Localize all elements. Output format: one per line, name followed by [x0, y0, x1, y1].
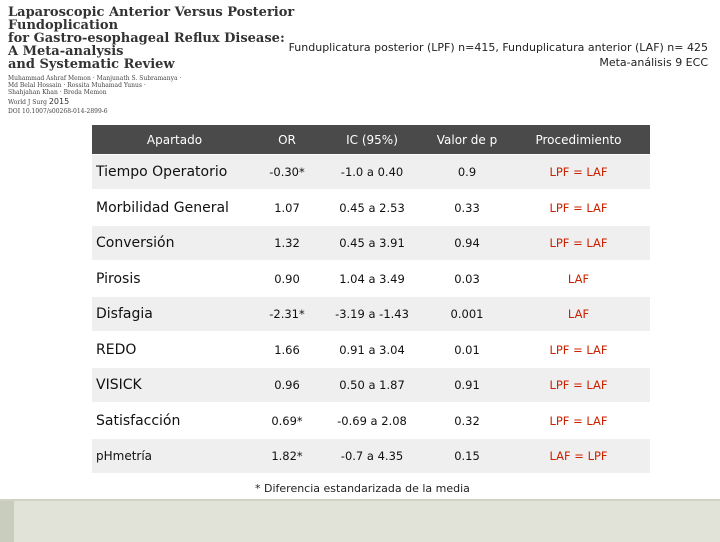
row-ic: 0.45 a 3.91	[339, 236, 405, 250]
paper-authors: Muhammad Ashraf Memon · Manjunath S. Subramanya · Md Belal Hossain · Rossita Muhamad Yunus · Shahjahan Khan · Breda Memon	[8, 75, 182, 96]
table-row	[92, 404, 650, 438]
study-summary-line-2: Meta-análisis 9 ECC	[599, 56, 708, 69]
table-row	[92, 191, 650, 225]
row-p: 0.33	[454, 201, 480, 215]
row-or: 1.07	[274, 201, 300, 215]
row-ic: -1.0 a 0.40	[340, 165, 404, 179]
table-row	[92, 155, 650, 189]
row-procedure: LAF	[567, 272, 590, 286]
header-ic: IC (95%)	[346, 132, 398, 147]
row-or: 1.32	[274, 236, 300, 250]
header-or: OR	[278, 132, 296, 147]
row-procedure: LPF = LAF	[549, 414, 608, 428]
table-row	[92, 439, 650, 473]
paper-year: 2015	[48, 97, 70, 106]
row-procedure: LAF = LPF	[549, 449, 608, 463]
row-ic: -3.19 a -1.43	[335, 307, 409, 321]
row-ic: 1.04 a 3.49	[339, 272, 405, 286]
row-ic: -0.69 a 2.08	[337, 414, 407, 428]
table-row	[92, 333, 650, 367]
row-p: 0.01	[454, 343, 480, 357]
row-label: Disfagia	[96, 306, 153, 322]
row-label: pHmetría	[96, 449, 153, 463]
row-ic: 0.91 a 3.04	[339, 343, 405, 357]
paper-journal-line	[8, 98, 298, 106]
row-label: Satisfacción	[96, 413, 181, 429]
table-row	[92, 297, 650, 331]
row-p: 0.94	[454, 236, 480, 250]
table-footnote: * Diferencia estandarizada de la media	[255, 482, 470, 495]
table-row	[92, 262, 650, 296]
row-p: 0.03	[454, 272, 480, 286]
row-or: 0.69*	[271, 414, 303, 428]
row-label: Morbilidad General	[96, 200, 229, 216]
paper-citation-header	[8, 6, 298, 115]
table-row	[92, 368, 650, 402]
slide-footer-bar	[0, 499, 720, 542]
row-label: REDO	[96, 342, 137, 358]
row-p: 0.15	[454, 449, 480, 463]
row-or: 1.66	[274, 343, 300, 357]
row-p: 0.91	[454, 378, 480, 392]
study-summary	[268, 40, 708, 70]
row-label: Conversión	[96, 235, 175, 251]
header-apartado: Apartado	[146, 132, 203, 147]
row-or: -2.31*	[269, 307, 305, 321]
slide-footer-tab	[0, 501, 14, 542]
header-p-value: Valor de p	[436, 132, 498, 147]
header-procedimiento: Procedimiento	[535, 132, 622, 147]
row-procedure: LPF = LAF	[549, 378, 608, 392]
row-p: 0.9	[457, 165, 477, 179]
row-procedure: LPF = LAF	[549, 343, 608, 357]
row-ic: -0.7 a 4.35	[340, 449, 404, 463]
row-label: VISICK	[96, 377, 142, 393]
row-label: Pirosis	[96, 271, 141, 287]
paper-title: Laparoscopic Anterior Versus Posterior Fundoplication for Gastro-esophageal Reflux Disease: A Meta-analysis and Systematic Review	[8, 5, 295, 72]
row-p: 0.001	[450, 307, 484, 321]
row-or: 1.82*	[271, 449, 303, 463]
row-procedure: LPF = LAF	[549, 201, 608, 215]
table-header-row	[92, 125, 650, 154]
row-or: -0.30*	[269, 165, 305, 179]
paper-doi: DOI 10.1007/s00268-014-2899-6	[8, 108, 108, 115]
row-or: 0.90	[274, 272, 300, 286]
paper-journal: World J Surg	[8, 99, 47, 106]
row-procedure: LAF	[567, 307, 590, 321]
row-procedure: LPF = LAF	[549, 236, 608, 250]
table-row	[92, 226, 650, 260]
row-procedure: LPF = LAF	[549, 165, 608, 179]
study-summary-line-1: Funduplicatura posterior (LPF) n=415, Funduplicatura anterior (LAF) n= 425	[288, 41, 708, 54]
row-p: 0.32	[454, 414, 480, 428]
row-label: Tiempo Operatorio	[96, 164, 228, 180]
row-ic: 0.45 a 2.53	[339, 201, 405, 215]
row-ic: 0.50 a 1.87	[339, 378, 405, 392]
row-or: 0.96	[274, 378, 300, 392]
